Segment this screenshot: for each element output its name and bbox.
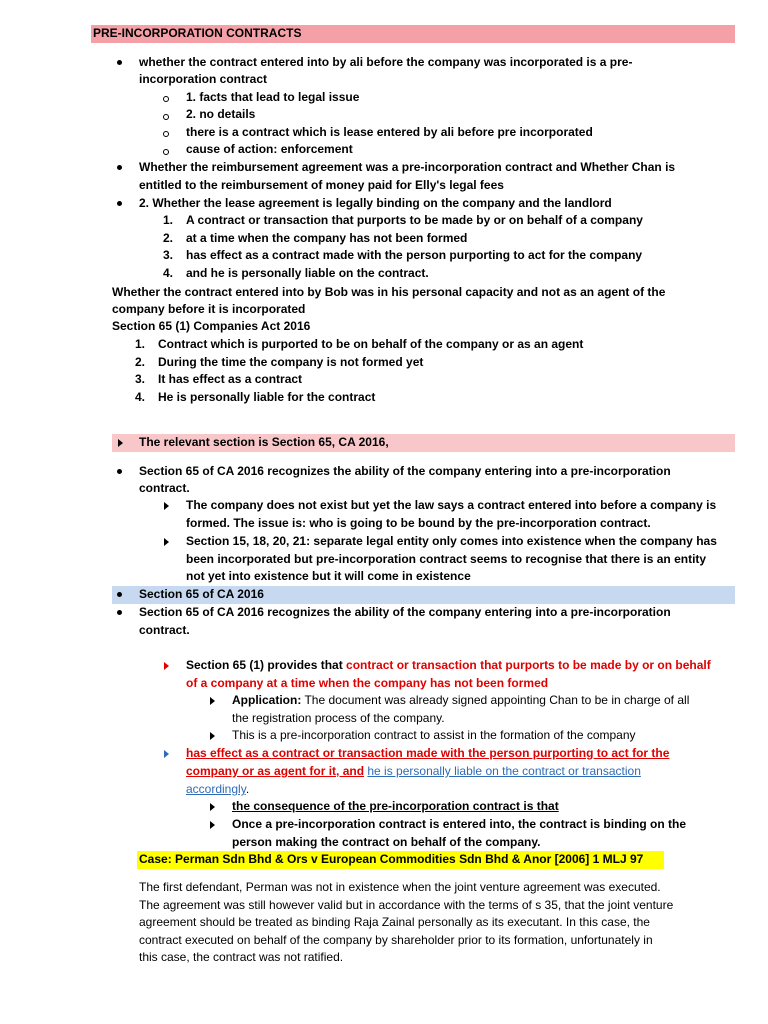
effect-line2: company or as agent for it, and he is personally liable on the contract or transaction (186, 764, 641, 778)
effect-line3: accordingly. (186, 782, 250, 796)
issue3-line1: 2. Whether the lease agreement is legally binding on the company and the landlord (139, 196, 612, 210)
para-line-2: The agreement was still however valid but in accordance with the terms of s 35, that the joint venture (139, 898, 674, 912)
bob-line1: Whether the contract entered into by Bob was in his personal capacity and not as an agent of the (112, 285, 666, 299)
consequence-line: the consequence of the pre-incorporation contract is that (232, 799, 559, 813)
assist-line: This is a pre-incorporation contract to assist in the formation of the company (232, 728, 636, 742)
relevant-section: The relevant section is Section 65, CA 2016, (139, 435, 389, 449)
s65a-line1: Section 65 of CA 2016 recognizes the ability of the company entering into a pre-incorporation (139, 464, 671, 478)
issue3-item-4: and he is personally liable on the contract. (186, 266, 429, 280)
bullet-icon (117, 165, 122, 170)
bob-item-1: Contract which is purported to be on behalf of the company or as an agent (158, 337, 584, 351)
bullet-icon (117, 610, 122, 615)
s65a-p2b: been incorporated but pre-incorporation contract seems to recognise that there is an entity (186, 552, 707, 566)
arrow-icon (164, 750, 169, 758)
once-line1: Once a pre-incorporation contract is entered into, the contract is binding on the (232, 817, 687, 831)
issue3-item-1: A contract or transaction that purports to be made by or on behalf of a company (186, 213, 643, 227)
circle-bullet-icon (163, 131, 169, 137)
para-line-5: this case, the contract was not ratified. (139, 950, 344, 964)
bob-item-2: During the time the company is not formed yet (158, 355, 424, 369)
s65a-line2: contract. (139, 481, 190, 495)
issue1-line1: whether the contract entered into by ali before the company was incorporated is a pre- (139, 55, 633, 69)
s65a-p1b: formed. The issue is: who is going to be bound by the pre-incorporation contract. (186, 516, 651, 530)
application-line1: Application: The document was already signed appointing Chan to be in charge of all (232, 693, 690, 707)
s65b-line2: contract. (139, 623, 190, 637)
issue3-item-2: at a time when the company has not been formed (186, 231, 468, 245)
issue1-line2: incorporation contract (139, 72, 268, 86)
arrow-icon (210, 803, 215, 811)
s651-line2: of a company at a time when the company has not been formed (186, 676, 549, 690)
circle-bullet-icon (163, 149, 169, 155)
arrow-icon (164, 662, 169, 670)
arrow-icon (210, 821, 215, 829)
s65b-line1: Section 65 of CA 2016 recognizes the ability of the company entering into a pre-incorporation (139, 605, 671, 619)
bob-item-3: It has effect as a contract (158, 372, 303, 386)
issue1-sub-2: 2. no details (186, 107, 256, 121)
document-page: PRE-INCORPORATION CONTRACTS whether the contract entered into by ali before the company was incorporated is a pre- incorporation contract 1. facts that lead to legal issue 2. no details there is a contract which is lease entered by ali before pre incorporated cause of action: enforcement Whether the reimbursement agreement was a pre-incorporation contract and Whether Chan is entitled to the reimbursement of money paid for Elly's legal fees 2. Whether the lease agreement is legally binding on the company and the landlord 1. A contract or transaction that purports to be made by or on behalf of a company 2. at a time when the company has not been formed 3. has effect as a contract made with the person purporting to act for the company 4. and he is personally liable on the contract. Whether the contract entered into by Bob was in his personal capacity and not as an agent of the company before it is incorporated Section 65 (1) Companies Act 2016 1. Contract which is purported to be on behalf of the company or as an agent 2. During the time the company is not formed yet 3. It has effect as a contract 4. He is personally liable for the contract The relevant section is Section 65, CA 2016, Section 65 of CA 2016 recognizes the ability of the company entering into a pre-incorporation contract. The company does not exist but yet the law says a contract entered into before a company is formed. The issue is: who is going to be bound by the pre-incorporation contract. Section 15, 18, 20, 21: separate legal entity only comes into existence when the company has been incorporated but pre-incorporation contract seems to recognise that there is an entity not yet into existence but it will come in existence Section 65 of CA 2016 Section 65 of CA 2016 recognizes the ability of the company entering into a pre-incorporation contract. Section 65 (1) provides that contract or transaction that purports to be made by or on behalf of a company at a time when the company has not been formed Application: The document was already signed appointing Chan to be in charge of all the registration process of the company. This is a pre-incorporation contract to assist in the formation of the company has effect as a contract or transaction made with the person purporting to act for the company or as agent for it, and he is personally liable on the contract or transaction accordingly. the consequence of the pre-incorporation contract is that Once a pre-incorporation contract is entered into, the contract is binding on the person making the contract on behalf of the company. Case: Perman Sdn Bhd & Ors v European Commodities Sdn Bhd & Anor [2006] 1 MLJ 97 The first defendant, Perman was not in existence when the joint venture agreement was executed. The agreement was still however valid but in accordance with the terms of s 35, that the joint venture agreement should be treated as binding Raja Zainal personally as its executant. In this case, the contract executed on behalf of the company by shareholder prior to its formation, unfortunately in this case, the contract was not ratified. (0, 0, 768, 1024)
case-title: Case: Perman Sdn Bhd & Ors v European Commodities Sdn Bhd & Anor [2006] 1 MLJ 97 (139, 852, 644, 866)
issue2-line1: Whether the reimbursement agreement was a pre-incorporation contract and Whether Chan is (139, 160, 676, 174)
para-line-4: contract executed on behalf of the company by shareholder prior to its formation, unfortunately in (139, 933, 653, 947)
issue3-item-3: has effect as a contract made with the person purporting to act for the company (186, 248, 643, 262)
issue2-line2: entitled to the reimbursement of money paid for Elly's legal fees (139, 178, 504, 192)
s65a-p1a: The company does not exist but yet the law says a contract entered into before a company is (186, 498, 717, 512)
arrow-icon (164, 502, 169, 510)
para-line-3: agreement should be treated as binding Raja Zainal personally as its executant. In this case, the (139, 915, 650, 929)
bullet-icon (117, 469, 122, 474)
issue1-sub-3: there is a contract which is lease entered by ali before pre incorporated (186, 125, 593, 139)
para-line-1: The first defendant, Perman was not in existence when the joint venture agreement was executed. (139, 880, 661, 894)
arrow-icon (210, 697, 215, 705)
arrow-icon (164, 538, 169, 546)
s65a-p2a: Section 15, 18, 20, 21: separate legal entity only comes into existence when the company has (186, 534, 717, 548)
arrow-icon (118, 439, 123, 447)
circle-bullet-icon (163, 96, 169, 102)
bullet-icon (117, 60, 122, 65)
issue1-sub-1: 1. facts that lead to legal issue (186, 90, 360, 104)
bob-section: Section 65 (1) Companies Act 2016 (112, 319, 311, 333)
page-title: PRE-INCORPORATION CONTRACTS (93, 26, 302, 40)
circle-bullet-icon (163, 114, 169, 120)
once-line2: person making the contract on behalf of the company. (232, 835, 541, 849)
effect-line1: has effect as a contract or transaction made with the person purporting to act for the (186, 746, 670, 760)
bullet-icon (117, 201, 122, 206)
s651-line1: Section 65 (1) provides that contract or transaction that purports to be made by or on behalf (186, 658, 711, 672)
issue1-sub-4: cause of action: enforcement (186, 142, 353, 156)
arrow-icon (210, 732, 215, 740)
s65a-p2c: not yet into existence but it will come in existence (186, 569, 471, 583)
s65-heading: Section 65 of CA 2016 (139, 587, 264, 601)
bob-line2: company before it is incorporated (112, 302, 306, 316)
application-line2: the registration process of the company. (232, 711, 445, 725)
bob-item-4: He is personally liable for the contract (158, 390, 376, 404)
bullet-icon (117, 592, 122, 597)
